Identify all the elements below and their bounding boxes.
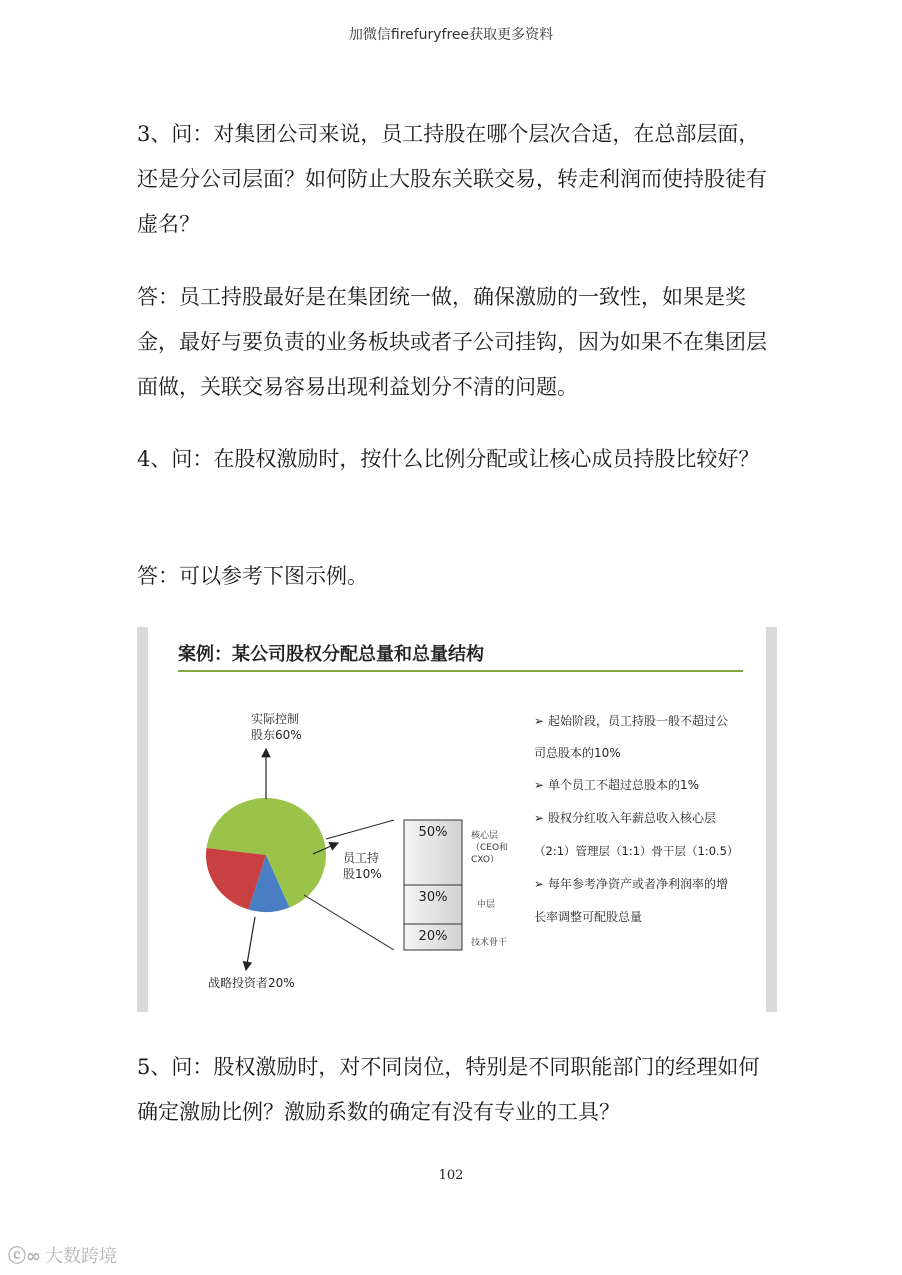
bullet-3-line1: 股权分红收入年薪总收入核心层 xyxy=(548,811,717,825)
bar-label-middle: 30% xyxy=(418,890,448,905)
header-note: 加微信firefuryfree获取更多资料 xyxy=(348,27,554,43)
label-core-line2: （CEO和 xyxy=(471,843,509,853)
bullet-1-line2: 司总股本的10% xyxy=(534,746,621,760)
connector-bottom xyxy=(304,895,394,950)
watermark-logo-icon: ⓒ∞ xyxy=(8,1246,41,1267)
equity-distribution-figure xyxy=(137,627,777,1012)
label-employee-line1: 员工持 xyxy=(343,851,380,865)
bullet-marker-4: ➢ xyxy=(534,877,545,891)
figure-canvas xyxy=(148,627,766,1012)
bullet-4-line2: 长率调整可配股总量 xyxy=(534,910,643,924)
label-tech: 技术骨干 xyxy=(471,938,508,948)
bullet-4-line1: 每年参考净资产或者净利润率的增 xyxy=(548,877,729,891)
label-employee-line2: 股10% xyxy=(343,867,382,881)
answer-4: 答：可以参考下图示例。 xyxy=(137,564,368,588)
answer-3: 答：员工持股最好是在集团统一做，确保激励的一致性，如果是奖金，最好与要负责的业务板块或者子公司挂钩，因为如果不在集团层面做，关联交易容易出现利益划分不清的问题。 xyxy=(137,285,767,399)
figure-title: 案例：某公司股权分配总量和总量结构 xyxy=(178,644,484,665)
label-controller-line2: 股东60% xyxy=(251,728,302,742)
page-number: 102 xyxy=(438,1168,464,1183)
bullet-1-line1: 起始阶段，员工持股一般不超过公 xyxy=(548,714,729,728)
label-core-line3: CXO） xyxy=(471,855,499,865)
question-4: 4、问：在股权激励时，按什么比例分配或让核心成员持股比较好？ xyxy=(137,447,760,471)
bar-label-tech: 20% xyxy=(418,929,448,944)
bar-label-core: 50% xyxy=(418,825,448,840)
stacked-bar xyxy=(404,820,462,950)
bullet-2-line1: 单个员工不超过总股本的1% xyxy=(548,778,700,792)
arrow-investor xyxy=(246,917,255,970)
question-5: 5、问：股权激励时，对不同岗位，特别是不同职能部门的经理如何确定激励比例？激励系数的确定有没有专业的工具？ xyxy=(137,1055,760,1124)
bullet-marker-1: ➢ xyxy=(534,714,545,728)
connector-top xyxy=(326,820,394,839)
label-controller-line1: 实际控制 xyxy=(251,712,300,726)
label-middle: 中层 xyxy=(477,900,496,910)
question-3: 3、问：对集团公司来说，员工持股在哪个层次合适，在总部层面，还是分公司层面？如何防止大股东关联交易，转走利润而使持股徒有虚名？ xyxy=(137,122,767,236)
watermark xyxy=(8,1242,117,1268)
pie-chart xyxy=(206,798,326,912)
bullet-marker-2: ➢ xyxy=(534,778,545,792)
bullet-3-line2: （2:1）管理层（1:1）骨干层（1:0.5） xyxy=(534,844,739,858)
bullet-marker-3: ➢ xyxy=(534,811,545,825)
label-core-line1: 核心层 xyxy=(471,831,499,841)
label-investor: 战略投资者20% xyxy=(208,976,295,990)
bullet-list xyxy=(534,713,739,924)
watermark-text: 大数跨境 xyxy=(45,1246,117,1267)
